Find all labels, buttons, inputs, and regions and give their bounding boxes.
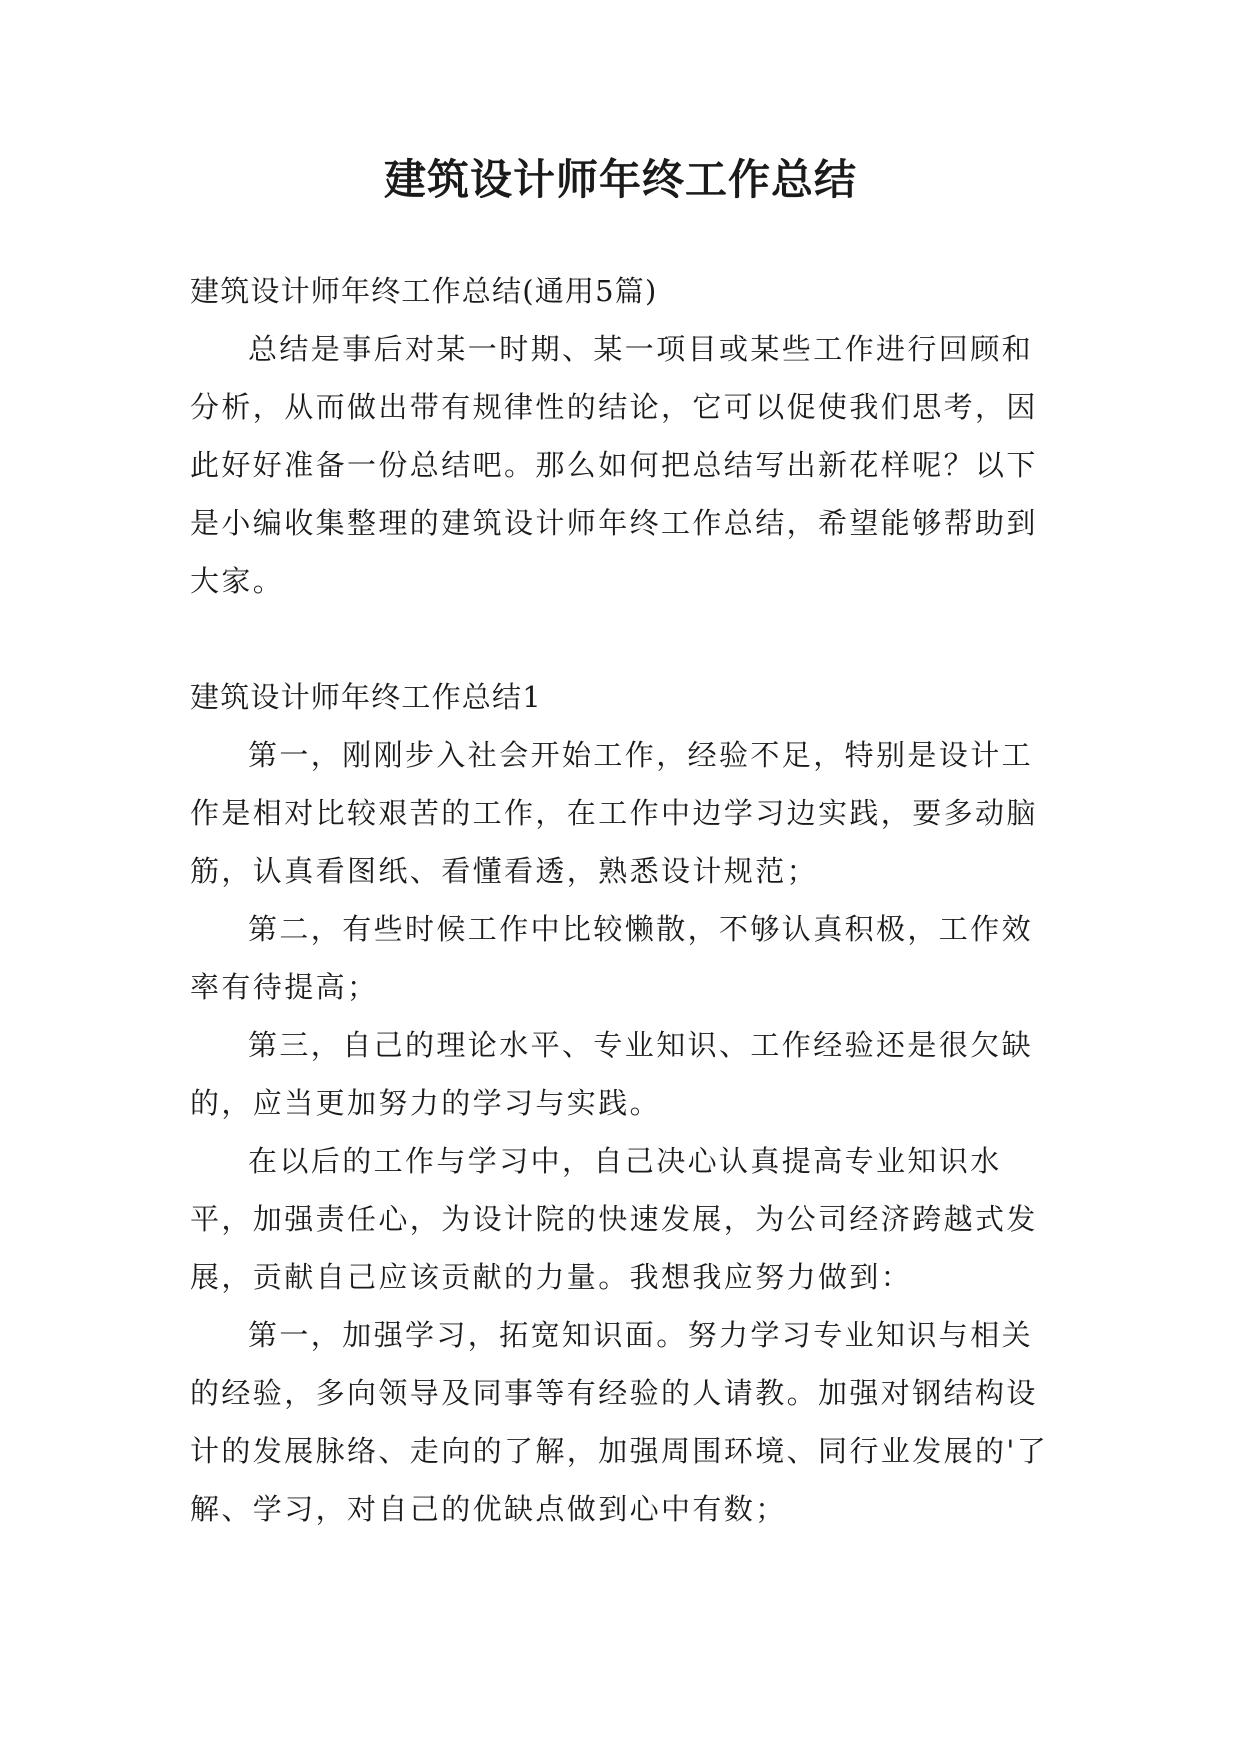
body-paragraph: 第一，刚刚步入社会开始工作，经验不足，特别是设计工作是相对比较艰苦的工作，在工作中边学习边实践，要多动脑筋，认真看图纸、看懂看透，熟悉设计规范； bbox=[190, 738, 1038, 888]
document-title: 建筑设计师年终工作总结 bbox=[383, 155, 857, 204]
intro-paragraph: 总结是事后对某一时期、某一项目或某些工作进行回顾和分析，从而做出带有规律性的结论，它可以促使我们思考，因此好好准备一份总结吧。那么如何把总结写出新花样呢？以下是小编收集整理的建筑设计师年终工作总结，希望能够帮助到大家。 bbox=[190, 332, 1038, 598]
document-body bbox=[190, 262, 1050, 1538]
body-paragraph: 第三，自己的理论水平、专业知识、工作经验还是很欠缺的，应当更加努力的学习与实践。 bbox=[190, 1028, 1034, 1120]
section-heading: 建筑设计师年终工作总结1 bbox=[190, 680, 542, 714]
body-paragraph: 第一，加强学习，拓宽知识面。努力学习专业知识与相关的经验，多向领导及同事等有经验的人请教。加强对钢结构设计的发展脉络、走向的了解，加强周围环境、同行业发展的'了解、学习，对自己的优缺点做到心中有数； bbox=[190, 1318, 1049, 1526]
section-gap bbox=[190, 610, 1050, 668]
document-subtitle: 建筑设计师年终工作总结(通用5篇) bbox=[190, 274, 658, 308]
body-paragraph: 第二，有些时候工作中比较懒散，不够认真积极，工作效率有待提高； bbox=[190, 912, 1034, 1004]
body-paragraph: 在以后的工作与学习中，自己决心认真提高专业知识水平，加强责任心，为设计院的快速发展，为公司经济跨越式发展，贡献自己应该贡献的力量。我想我应努力做到： bbox=[190, 1144, 1038, 1294]
